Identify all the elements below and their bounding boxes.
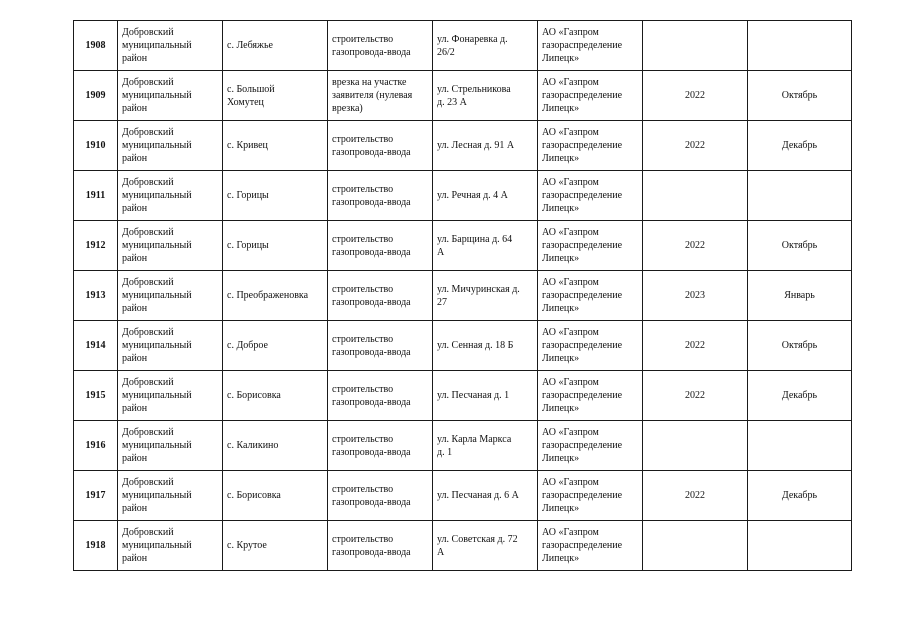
work-type-text: строительство газопровода-ввода bbox=[332, 483, 411, 508]
table-row bbox=[74, 21, 852, 71]
address-cell bbox=[433, 271, 538, 321]
organization-cell bbox=[538, 221, 643, 271]
address-text: ул. Стрельникова д. 23 А bbox=[437, 83, 511, 108]
row-number: 1913 bbox=[85, 290, 106, 301]
month-cell bbox=[748, 371, 852, 421]
organization-cell bbox=[538, 171, 643, 221]
work-type-text: строительство газопровода-ввода bbox=[332, 183, 411, 208]
work-type-cell bbox=[328, 321, 433, 371]
year-cell bbox=[643, 271, 748, 321]
village-cell bbox=[223, 21, 328, 71]
row-number: 1912 bbox=[85, 240, 106, 251]
row-number-cell bbox=[74, 521, 118, 571]
work-type-text: строительство газопровода-ввода bbox=[332, 233, 411, 258]
work-type-cell bbox=[328, 471, 433, 521]
work-type-cell bbox=[328, 121, 433, 171]
year-cell bbox=[643, 321, 748, 371]
village-cell bbox=[223, 271, 328, 321]
address-cell bbox=[433, 421, 538, 471]
village-text: с. Лебяжье bbox=[227, 40, 273, 51]
month-cell bbox=[748, 221, 852, 271]
district-text: Добровский муниципальный район bbox=[122, 427, 192, 464]
month-cell bbox=[748, 321, 852, 371]
organization-cell bbox=[538, 271, 643, 321]
year-cell bbox=[643, 371, 748, 421]
work-type-text: строительство газопровода-ввода bbox=[332, 283, 411, 308]
month-text: Декабрь bbox=[781, 390, 818, 401]
address-text: ул. Песчаная д. 6 А bbox=[437, 490, 519, 501]
year-text: 2022 bbox=[685, 140, 705, 151]
address-cell bbox=[433, 71, 538, 121]
district-text: Добровский муниципальный район bbox=[122, 377, 192, 414]
year-cell bbox=[643, 471, 748, 521]
district-text: Добровский муниципальный район bbox=[122, 527, 192, 564]
address-cell bbox=[433, 171, 538, 221]
year-text: 2022 bbox=[685, 490, 705, 501]
village-text: с. Каликино bbox=[227, 440, 279, 451]
organization-cell bbox=[538, 121, 643, 171]
address-cell bbox=[433, 21, 538, 71]
work-type-cell bbox=[328, 371, 433, 421]
gasification-table bbox=[73, 20, 852, 571]
work-type-text: строительство газопровода-ввода bbox=[332, 383, 411, 408]
district-cell bbox=[118, 371, 223, 421]
year-text: 2023 bbox=[685, 290, 705, 301]
work-type-text: строительство газопровода-ввода bbox=[332, 533, 411, 558]
year-cell bbox=[643, 121, 748, 171]
district-cell bbox=[118, 21, 223, 71]
village-text: с. Горицы bbox=[227, 240, 269, 251]
work-type-cell bbox=[328, 271, 433, 321]
work-type-cell bbox=[328, 421, 433, 471]
table-row bbox=[74, 271, 852, 321]
table-row bbox=[74, 371, 852, 421]
district-text: Добровский муниципальный район bbox=[122, 127, 192, 164]
month-cell bbox=[748, 271, 852, 321]
organization-text: АО «Газпром газораспределение Липецк» bbox=[542, 177, 623, 214]
district-text: Добровский муниципальный район bbox=[122, 277, 192, 314]
month-cell bbox=[748, 71, 852, 121]
row-number: 1914 bbox=[85, 340, 106, 351]
district-cell bbox=[118, 321, 223, 371]
village-text: с. Большой Хомутец bbox=[227, 83, 275, 108]
address-text: ул. Советская д. 72 А bbox=[437, 533, 518, 558]
village-text: с. Борисовка bbox=[227, 490, 281, 501]
row-number: 1916 bbox=[85, 440, 106, 451]
district-cell bbox=[118, 521, 223, 571]
district-cell bbox=[118, 171, 223, 221]
table-row bbox=[74, 521, 852, 571]
work-type-text: строительство газопровода-ввода bbox=[332, 333, 411, 358]
address-text: ул. Речная д. 4 А bbox=[437, 190, 508, 201]
table-row bbox=[74, 471, 852, 521]
row-number: 1908 bbox=[85, 40, 106, 51]
address-cell bbox=[433, 321, 538, 371]
month-cell bbox=[748, 421, 852, 471]
organization-cell bbox=[538, 521, 643, 571]
village-cell bbox=[223, 71, 328, 121]
row-number-cell bbox=[74, 321, 118, 371]
year-text: 2022 bbox=[685, 240, 705, 251]
year-cell bbox=[643, 521, 748, 571]
district-text: Добровский муниципальный район bbox=[122, 227, 192, 264]
row-number-cell bbox=[74, 21, 118, 71]
village-text: с. Горицы bbox=[227, 190, 269, 201]
month-text: Январь bbox=[784, 290, 815, 301]
organization-text: АО «Газпром газораспределение Липецк» bbox=[542, 277, 623, 314]
year-text: 2022 bbox=[685, 340, 705, 351]
district-cell bbox=[118, 121, 223, 171]
village-cell bbox=[223, 321, 328, 371]
row-number-cell bbox=[74, 421, 118, 471]
village-cell bbox=[223, 471, 328, 521]
village-text: с. Преображеновка bbox=[227, 290, 309, 301]
table-row bbox=[74, 321, 852, 371]
work-type-text: строительство газопровода-ввода bbox=[332, 433, 411, 458]
district-text: Добровский муниципальный район bbox=[122, 327, 192, 364]
work-type-cell bbox=[328, 221, 433, 271]
address-cell bbox=[433, 221, 538, 271]
year-cell bbox=[643, 221, 748, 271]
work-type-cell bbox=[328, 71, 433, 121]
district-cell bbox=[118, 221, 223, 271]
organization-text: АО «Газпром газораспределение Липецк» bbox=[542, 527, 623, 564]
village-cell bbox=[223, 221, 328, 271]
address-text: ул. Мичуринская д. 27 bbox=[437, 283, 520, 308]
district-text: Добровский муниципальный район bbox=[122, 77, 192, 114]
month-cell bbox=[748, 471, 852, 521]
village-text: с. Доброе bbox=[227, 340, 268, 351]
village-cell bbox=[223, 421, 328, 471]
address-text: ул. Сенная д. 18 Б bbox=[437, 340, 514, 351]
work-type-cell bbox=[328, 521, 433, 571]
organization-text: АО «Газпром газораспределение Липецк» bbox=[542, 77, 623, 114]
organization-cell bbox=[538, 471, 643, 521]
organization-text: АО «Газпром газораспределение Липецк» bbox=[542, 377, 623, 414]
work-type-cell bbox=[328, 21, 433, 71]
month-cell bbox=[748, 171, 852, 221]
table-row bbox=[74, 421, 852, 471]
month-text: Декабрь bbox=[781, 490, 818, 501]
table-row bbox=[74, 71, 852, 121]
month-text: Октябрь bbox=[781, 340, 818, 351]
row-number-cell bbox=[74, 121, 118, 171]
address-text: ул. Карла Маркса д. 1 bbox=[437, 433, 512, 458]
work-type-text: врезка на участке заявителя (нулевая врезка) bbox=[332, 77, 413, 114]
village-cell bbox=[223, 171, 328, 221]
district-cell bbox=[118, 471, 223, 521]
row-number: 1910 bbox=[85, 140, 106, 151]
year-cell bbox=[643, 21, 748, 71]
organization-cell bbox=[538, 21, 643, 71]
row-number: 1918 bbox=[85, 540, 106, 551]
row-number-cell bbox=[74, 171, 118, 221]
village-cell bbox=[223, 121, 328, 171]
address-cell bbox=[433, 521, 538, 571]
row-number-cell bbox=[74, 271, 118, 321]
address-text: ул. Песчаная д. 1 bbox=[437, 390, 510, 401]
organization-text: АО «Газпром газораспределение Липецк» bbox=[542, 227, 623, 264]
district-text: Добровский муниципальный район bbox=[122, 27, 192, 64]
row-number-cell bbox=[74, 71, 118, 121]
organization-cell bbox=[538, 371, 643, 421]
year-cell bbox=[643, 421, 748, 471]
district-text: Добровский муниципальный район bbox=[122, 177, 192, 214]
district-cell bbox=[118, 421, 223, 471]
month-cell bbox=[748, 21, 852, 71]
organization-cell bbox=[538, 421, 643, 471]
village-text: с. Крутое bbox=[227, 540, 267, 551]
month-cell bbox=[748, 521, 852, 571]
work-type-text: строительство газопровода-ввода bbox=[332, 133, 411, 158]
year-text: 2022 bbox=[685, 90, 705, 101]
district-cell bbox=[118, 271, 223, 321]
district-cell bbox=[118, 71, 223, 121]
row-number: 1911 bbox=[85, 190, 106, 201]
address-text: ул. Фонаревка д. 26/2 bbox=[437, 33, 508, 58]
address-text: ул. Барщина д. 64 А bbox=[437, 233, 513, 258]
month-text: Октябрь bbox=[781, 240, 818, 251]
month-text: Октябрь bbox=[781, 90, 818, 101]
month-cell bbox=[748, 121, 852, 171]
work-type-text: строительство газопровода-ввода bbox=[332, 33, 411, 58]
village-text: с. Кривец bbox=[227, 140, 268, 151]
row-number: 1915 bbox=[85, 390, 106, 401]
year-cell bbox=[643, 171, 748, 221]
table-row bbox=[74, 171, 852, 221]
row-number-cell bbox=[74, 371, 118, 421]
table-body bbox=[74, 21, 852, 571]
village-cell bbox=[223, 371, 328, 421]
address-cell bbox=[433, 121, 538, 171]
organization-text: АО «Газпром газораспределение Липецк» bbox=[542, 427, 623, 464]
district-text: Добровский муниципальный район bbox=[122, 477, 192, 514]
organization-text: АО «Газпром газораспределение Липецк» bbox=[542, 127, 623, 164]
row-number-cell bbox=[74, 471, 118, 521]
village-cell bbox=[223, 521, 328, 571]
organization-text: АО «Газпром газораспределение Липецк» bbox=[542, 27, 623, 64]
row-number-cell bbox=[74, 221, 118, 271]
address-cell bbox=[433, 471, 538, 521]
table-row bbox=[74, 221, 852, 271]
row-number: 1917 bbox=[85, 490, 106, 501]
organization-text: АО «Газпром газораспределение Липецк» bbox=[542, 477, 623, 514]
address-cell bbox=[433, 371, 538, 421]
row-number: 1909 bbox=[85, 90, 106, 101]
organization-cell bbox=[538, 71, 643, 121]
address-text: ул. Лесная д. 91 А bbox=[437, 140, 515, 151]
organization-text: АО «Газпром газораспределение Липецк» bbox=[542, 327, 623, 364]
year-cell bbox=[643, 71, 748, 121]
village-text: с. Борисовка bbox=[227, 390, 281, 401]
organization-cell bbox=[538, 321, 643, 371]
month-text: Декабрь bbox=[781, 140, 818, 151]
year-text: 2022 bbox=[685, 390, 705, 401]
table-row bbox=[74, 121, 852, 171]
work-type-cell bbox=[328, 171, 433, 221]
